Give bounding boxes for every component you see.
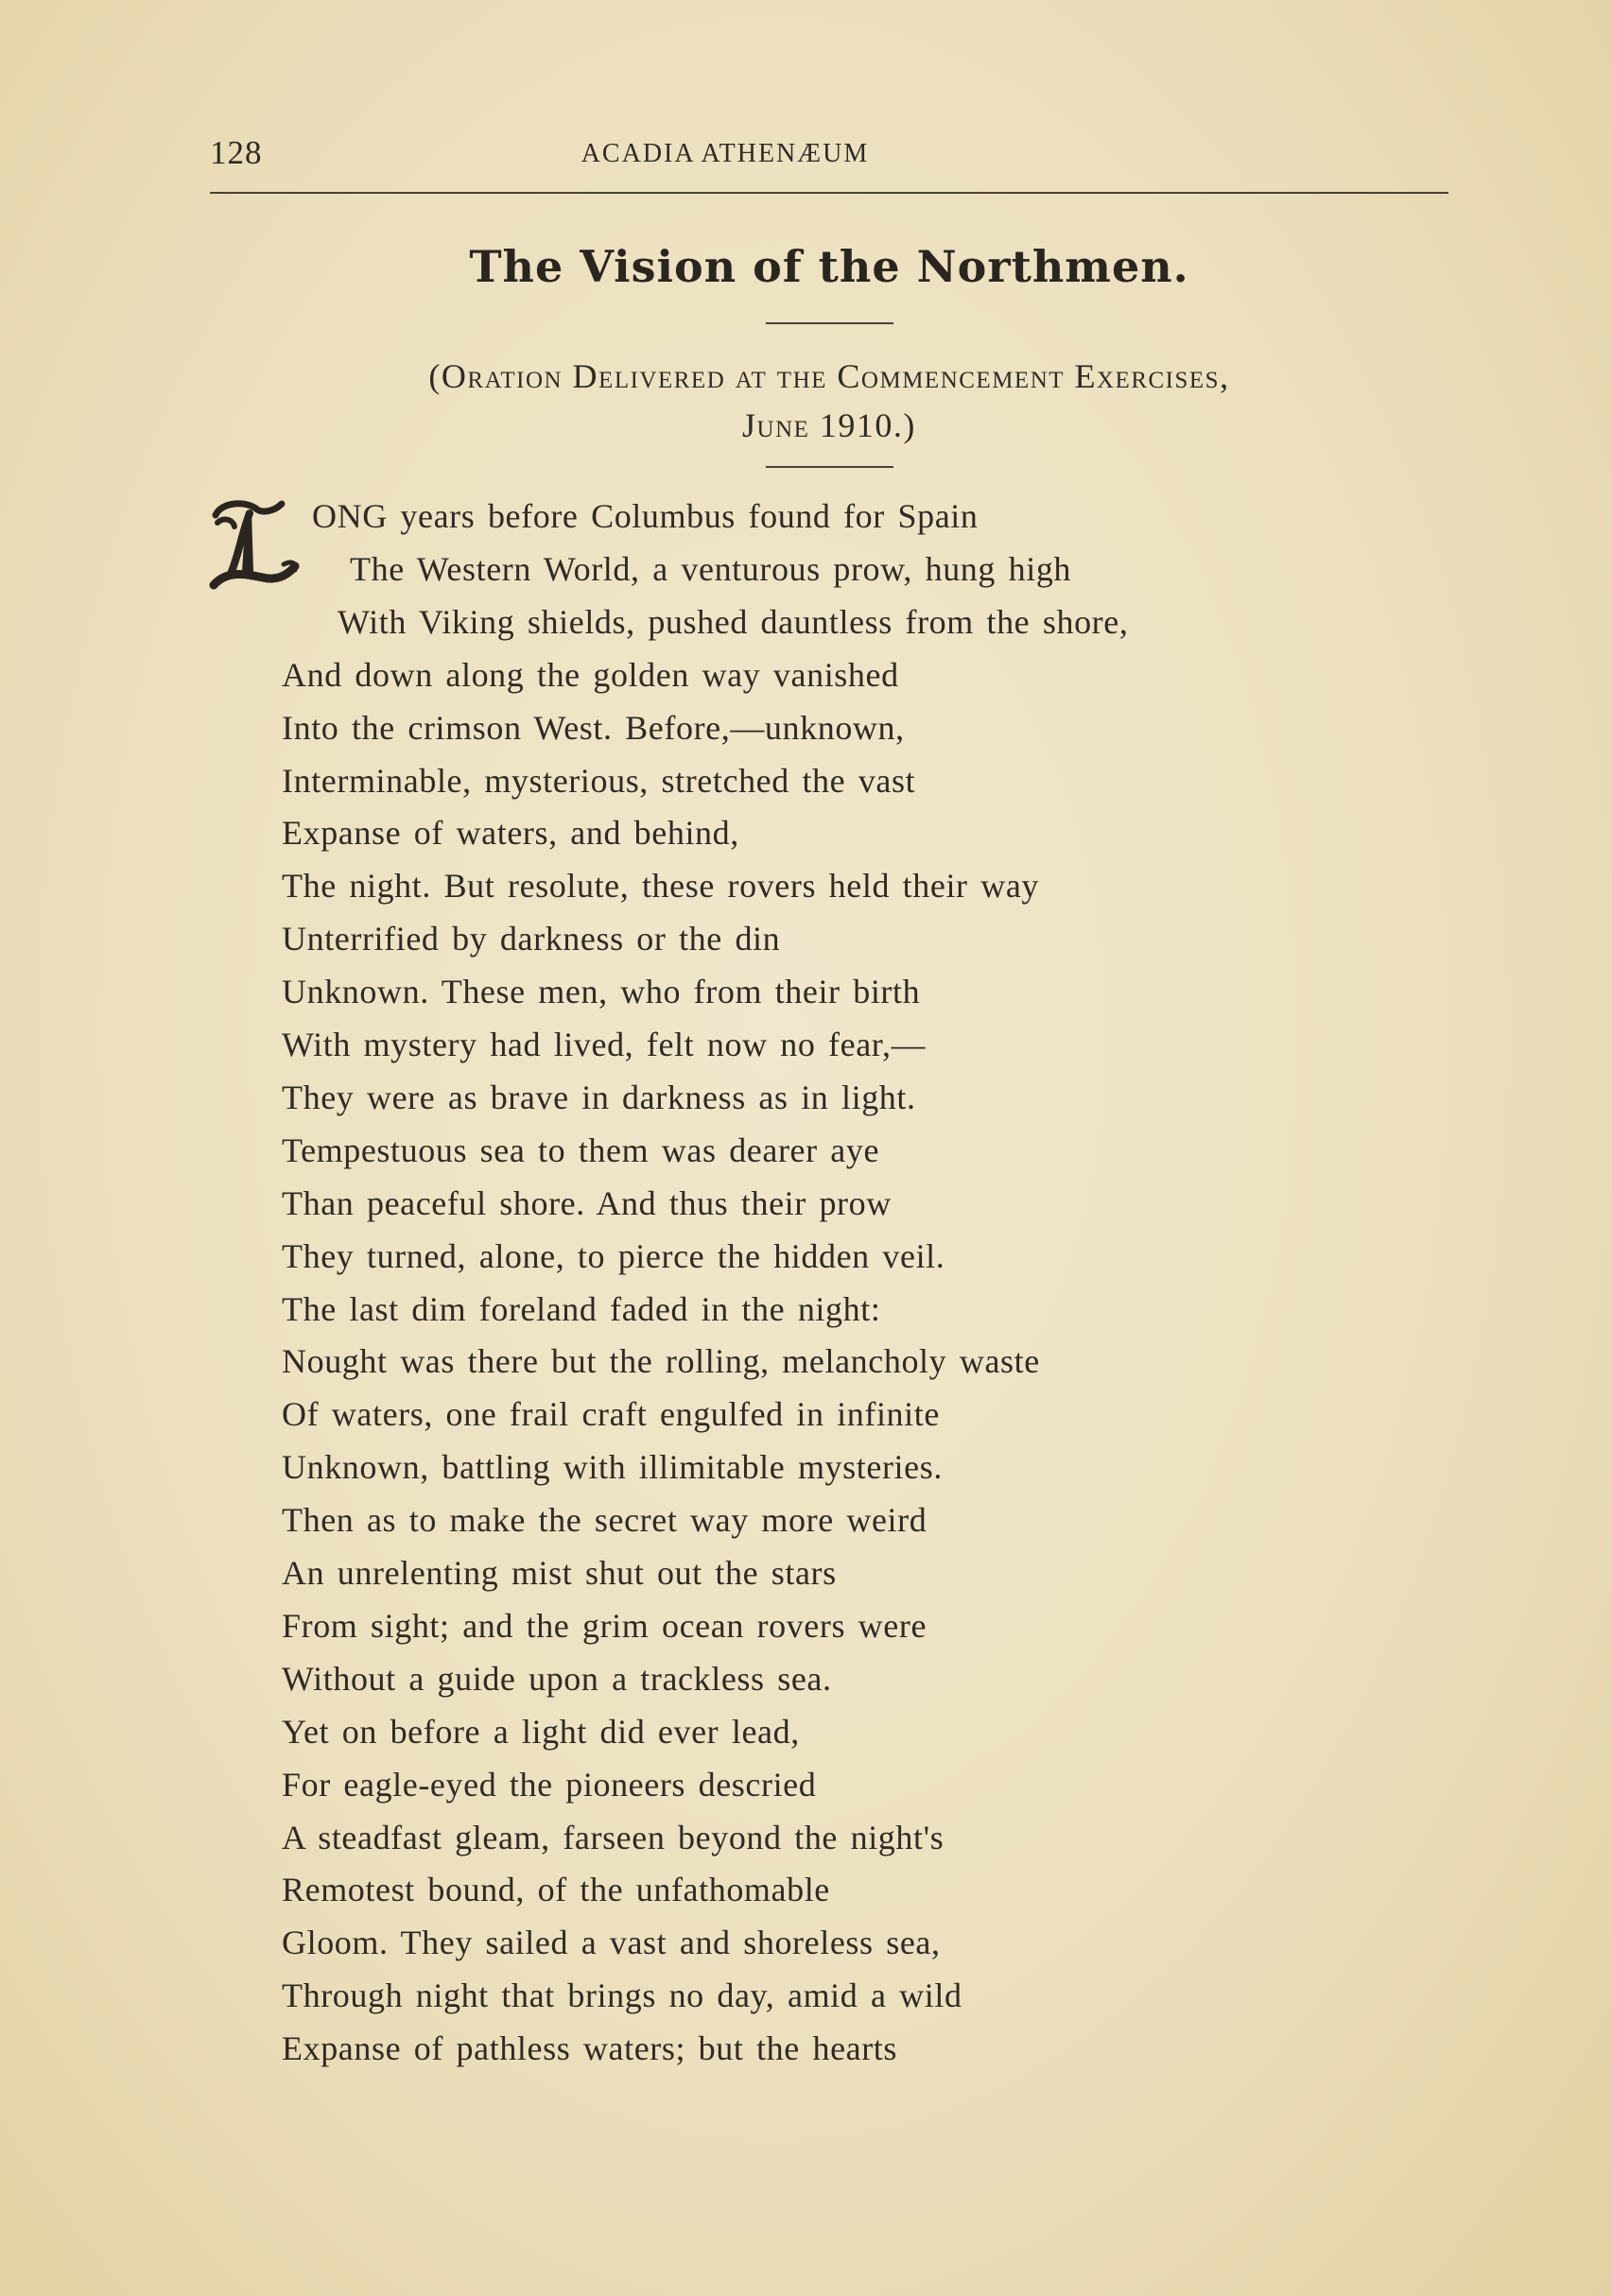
dropcap-letter: L — [208, 494, 209, 495]
poem-line: The Western World, a venturous prow, hung high — [350, 549, 1072, 588]
poem-line: Unknown. These men, who from their birth — [282, 973, 921, 1011]
page-number: 128 — [210, 134, 263, 171]
poem-line: Gloom. They sailed a vast and shoreless sea, — [282, 1924, 941, 1962]
poem-line: Without a guide upon a trackless sea. — [282, 1659, 832, 1698]
poem-line: Unterrified by darkness or the din — [282, 920, 781, 958]
poem-line: And down along the golden way vanished — [282, 655, 899, 694]
poem-line: With Viking shields, pushed dauntless from the shore, — [338, 602, 1129, 641]
poem-line: Expanse of pathless waters; but the hearts — [282, 2029, 898, 2068]
poem-title: The Vision of the Northmen. — [469, 241, 1189, 292]
running-head — [210, 134, 1448, 181]
poem-line: Remotest bound, of the unfathomable — [282, 1871, 830, 1909]
poem-line: Unknown, battling with illimitable mysteries. — [282, 1448, 943, 1487]
decorative-initial — [208, 494, 303, 596]
subtitle — [210, 352, 1448, 450]
subtitle-rule — [766, 466, 893, 468]
running-title: ACADIA ATHENÆUM — [581, 139, 870, 168]
poem-line: They turned, alone, to pierce the hidden veil. — [282, 1236, 945, 1275]
poem-line: They were as brave in darkness as in light. — [282, 1078, 916, 1116]
poem-line: Through night that brings no day, amid a wild — [282, 1977, 962, 2015]
poem-line: With mystery had lived, felt now no fear,— — [282, 1026, 927, 1063]
poem-line: ONG years before Columbus found for Spain — [312, 497, 979, 535]
poem-line: Nought was there but the rolling, melancholy waste — [282, 1342, 1040, 1381]
poem-line: For eagle-eyed the pioneers descried — [282, 1765, 817, 1804]
poem-line: A steadfast gleam, farseen beyond the night's — [282, 1818, 945, 1856]
poem-line: Than peaceful shore. And thus their prow — [282, 1183, 892, 1222]
poem-line: From sight; and the grim ocean rovers were — [282, 1606, 927, 1645]
poem-line: Yet on before a light did ever lead, — [282, 1712, 800, 1751]
subtitle-line-1: (Oration Delivered at the Commencement Exercises, — [428, 357, 1230, 395]
poem-line: Tempestuous sea to them was dearer aye — [282, 1131, 880, 1169]
poem-line: An unrelenting mist shut out the stars — [282, 1554, 837, 1592]
title-rule — [766, 322, 893, 324]
poem-line: Expanse of waters, and behind, — [282, 814, 739, 853]
poem-line: Of waters, one frail craft engulfed in infinite — [282, 1395, 940, 1434]
subtitle-line-2: June 1910.) — [742, 406, 916, 444]
poem-line: Interminable, mysterious, stretched the vast — [282, 761, 916, 800]
poem-line: Into the crimson West. Before,—unknown, — [282, 708, 905, 747]
poem-line: The last dim foreland faded in the night: — [282, 1289, 881, 1328]
poem-line: The night. But resolute, these rovers held their way — [282, 867, 1040, 906]
header-rule — [210, 192, 1448, 194]
poem-line: Then as to make the secret way more weird — [282, 1501, 927, 1540]
